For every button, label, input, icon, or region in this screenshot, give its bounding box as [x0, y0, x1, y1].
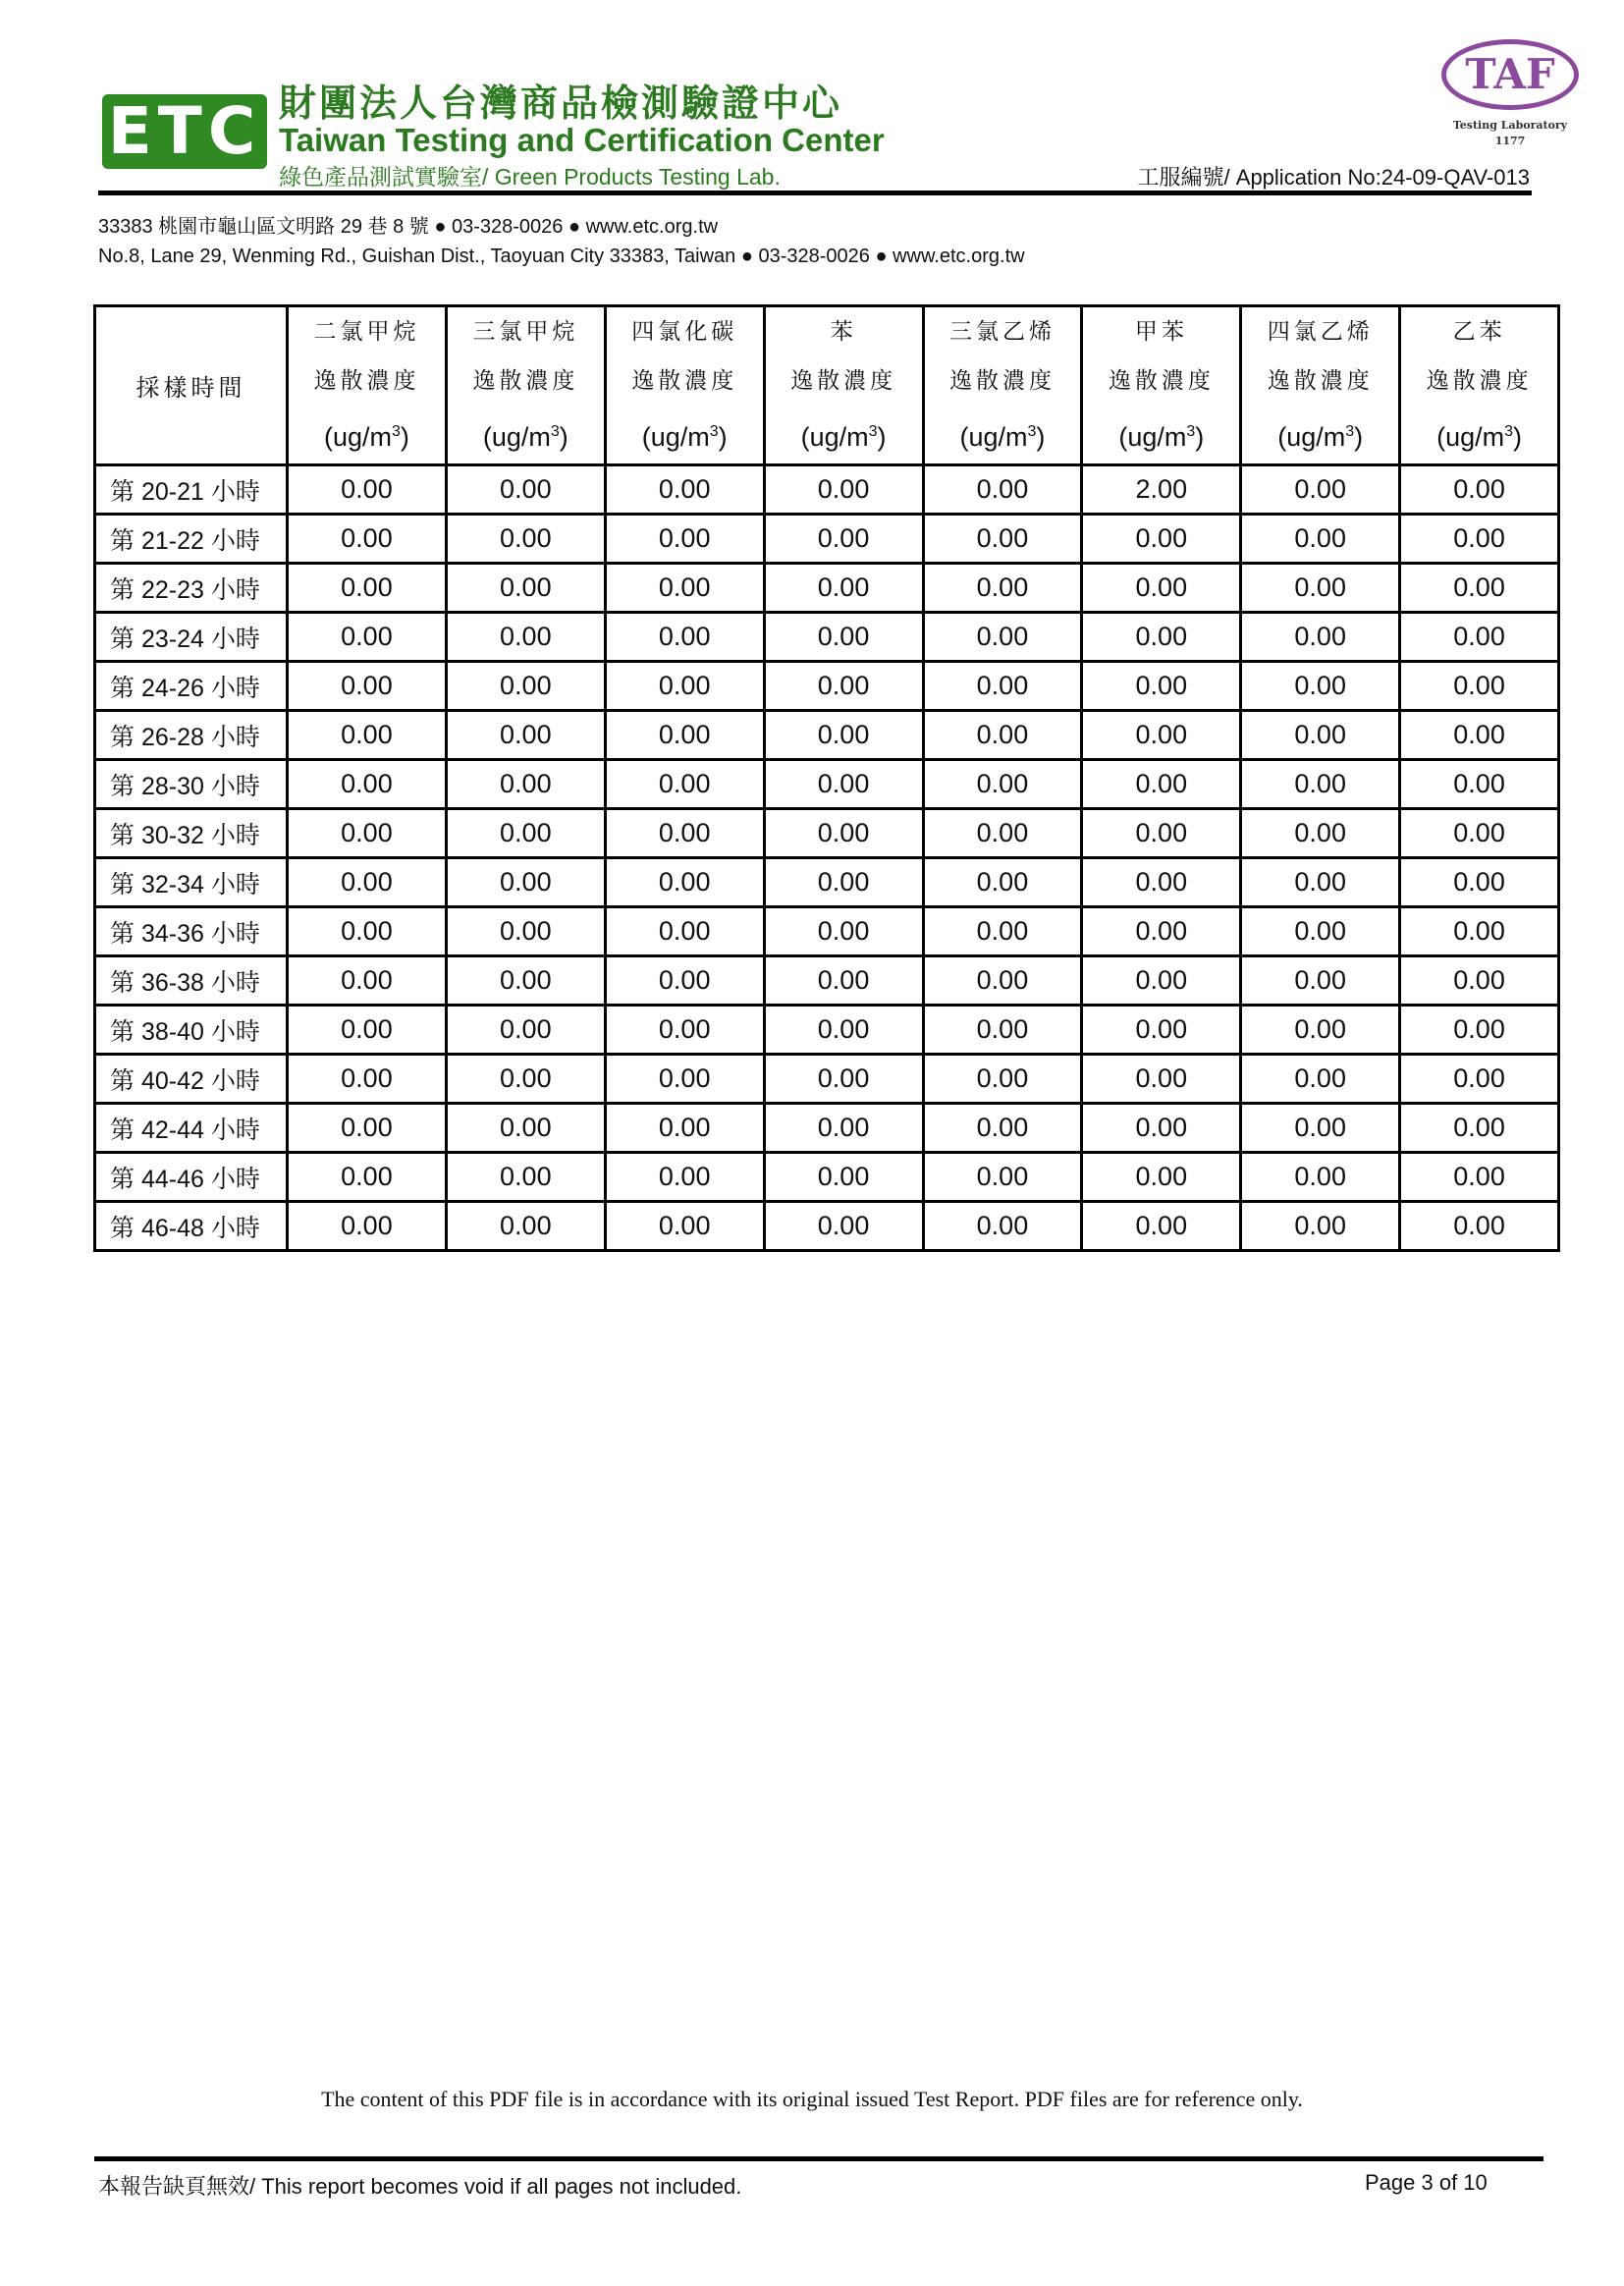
sampling-time-cell: 第 40-42 小時 [95, 1055, 288, 1104]
emission-concentration-label: 逸散濃度 [948, 368, 1056, 394]
concentration-cell: 0.00 [764, 956, 923, 1006]
concentration-cell: 0.00 [446, 907, 605, 956]
unit-superscript: 3 [868, 423, 878, 440]
sampling-time-cell: 第 26-28 小時 [95, 711, 288, 760]
header-column [605, 306, 764, 465]
concentration-cell: 0.00 [1082, 564, 1241, 613]
concentration-cell: 0.00 [1082, 907, 1241, 956]
table-row [95, 907, 1559, 956]
concentration-cell: 0.00 [288, 613, 447, 662]
unit-close: ) [877, 422, 887, 452]
concentration-cell: 0.00 [764, 1104, 923, 1153]
concentration-cell: 0.00 [764, 1153, 923, 1202]
concentration-cell: 0.00 [288, 1153, 447, 1202]
sampling-time-cell: 第 46-48 小時 [95, 1202, 288, 1251]
table-row [95, 711, 1559, 760]
concentration-cell: 0.00 [446, 760, 605, 809]
concentration-cell: 0.00 [764, 564, 923, 613]
concentration-cell: 0.00 [1241, 662, 1400, 711]
header-column [1241, 306, 1400, 465]
table-row [95, 1055, 1559, 1104]
concentration-cell: 0.00 [288, 858, 447, 907]
concentration-cell: 0.00 [605, 1153, 764, 1202]
concentration-cell: 0.00 [1400, 858, 1559, 907]
compound-name: 二氯甲烷 [313, 319, 420, 345]
concentration-cell: 0.00 [923, 956, 1082, 1006]
concentration-cell: 0.00 [764, 907, 923, 956]
concentration-cell: 0.00 [605, 564, 764, 613]
table-row [95, 809, 1559, 858]
concentration-cell: 0.00 [1241, 515, 1400, 564]
void-notice: 本報告缺頁無效/ This report becomes void if all pages not included. [98, 2174, 742, 2199]
concentration-cell: 0.00 [1082, 809, 1241, 858]
unit-base: (ug/m [1277, 422, 1346, 452]
unit-label [448, 406, 604, 463]
compound-name: 乙苯 [1452, 319, 1506, 345]
concentration-cell: 0.00 [288, 662, 447, 711]
concentration-cell: 0.00 [764, 465, 923, 515]
unit-label [607, 406, 763, 463]
concentration-cell: 0.00 [1241, 956, 1400, 1006]
concentration-cell: 0.00 [923, 613, 1082, 662]
compound-name: 三氯甲烷 [472, 319, 579, 345]
concentration-cell: 0.00 [446, 1104, 605, 1153]
sampling-time-cell: 第 21-22 小時 [95, 515, 288, 564]
compound-name: 三氯乙烯 [948, 319, 1056, 345]
unit-base: (ug/m [1436, 422, 1505, 452]
concentration-cell: 0.00 [446, 1202, 605, 1251]
concentration-cell: 0.00 [605, 711, 764, 760]
concentration-cell: 0.00 [288, 1104, 447, 1153]
table-row [95, 613, 1559, 662]
table-row [95, 760, 1559, 809]
concentration-cell: 0.00 [605, 858, 764, 907]
concentration-cell: 0.00 [923, 515, 1082, 564]
emission-concentration-label: 逸散濃度 [1108, 368, 1215, 394]
concentration-cell: 0.00 [605, 956, 764, 1006]
unit-close: ) [1036, 422, 1046, 452]
unit-base: (ug/m [482, 422, 551, 452]
table-row [95, 956, 1559, 1006]
concentration-cell: 0.00 [923, 858, 1082, 907]
concentration-cell: 0.00 [764, 613, 923, 662]
emission-results-table [93, 304, 1560, 1252]
table-row [95, 564, 1559, 613]
sampling-time-cell: 第 36-38 小時 [95, 956, 288, 1006]
concentration-cell: 0.00 [1400, 564, 1559, 613]
concentration-cell: 0.00 [1400, 613, 1559, 662]
concentration-cell: 0.00 [923, 465, 1082, 515]
unit-label [1083, 406, 1239, 463]
unit-superscript: 3 [392, 423, 401, 440]
table-row [95, 1104, 1559, 1153]
sampling-time-cell: 第 34-36 小時 [95, 907, 288, 956]
unit-close: ) [400, 422, 409, 452]
sampling-time-cell: 第 22-23 小時 [95, 564, 288, 613]
concentration-cell: 0.00 [446, 711, 605, 760]
concentration-cell: 0.00 [446, 465, 605, 515]
concentration-cell: 0.00 [288, 760, 447, 809]
concentration-cell: 0.00 [446, 515, 605, 564]
table-row [95, 1153, 1559, 1202]
sampling-time-cell: 第 23-24 小時 [95, 613, 288, 662]
concentration-cell: 0.00 [1400, 1055, 1559, 1104]
header-column [764, 306, 923, 465]
compound-name: 四氯化碳 [631, 319, 738, 345]
concentration-cell: 0.00 [923, 1055, 1082, 1104]
concentration-cell: 0.00 [1241, 1006, 1400, 1055]
concentration-cell: 0.00 [1082, 956, 1241, 1006]
concentration-cell: 0.00 [764, 1006, 923, 1055]
unit-superscript: 3 [550, 423, 560, 440]
concentration-cell: 0.00 [1241, 465, 1400, 515]
concentration-cell: 0.00 [605, 1055, 764, 1104]
unit-base: (ug/m [1118, 422, 1187, 452]
unit-close: ) [718, 422, 728, 452]
table-row [95, 662, 1559, 711]
emission-concentration-label: 逸散濃度 [1426, 368, 1533, 394]
concentration-cell: 0.00 [1241, 613, 1400, 662]
sampling-time-cell: 第 30-32 小時 [95, 809, 288, 858]
concentration-cell: 0.00 [1400, 1006, 1559, 1055]
concentration-cell: 0.00 [288, 907, 447, 956]
table-row [95, 858, 1559, 907]
concentration-cell: 0.00 [1241, 1202, 1400, 1251]
concentration-cell: 0.00 [288, 956, 447, 1006]
pdf-disclaimer: The content of this PDF file is in accordance with its original issued Test Report. PDF files are for reference only. [321, 2087, 1303, 2111]
concentration-cell: 0.00 [446, 1006, 605, 1055]
unit-superscript: 3 [1027, 423, 1037, 440]
concentration-cell: 0.00 [1082, 1202, 1241, 1251]
taf-logo: TAF [1441, 39, 1579, 110]
concentration-cell: 0.00 [764, 809, 923, 858]
unit-close: ) [1513, 422, 1523, 452]
concentration-cell: 0.00 [288, 515, 447, 564]
concentration-cell: 0.00 [605, 1006, 764, 1055]
concentration-cell: 0.00 [923, 1006, 1082, 1055]
unit-superscript: 3 [1186, 423, 1196, 440]
lab-name: 綠色產品測試實驗室/ Green Products Testing Lab. [279, 164, 781, 190]
taf-lab-number: 1177 [1494, 135, 1526, 147]
concentration-cell: 0.00 [1082, 760, 1241, 809]
concentration-cell: 0.00 [764, 711, 923, 760]
table-row [95, 515, 1559, 564]
concentration-cell: 0.00 [446, 662, 605, 711]
concentration-cell: 0.00 [1400, 515, 1559, 564]
table-row [95, 1006, 1559, 1055]
concentration-cell: 0.00 [288, 1006, 447, 1055]
concentration-cell: 0.00 [1082, 711, 1241, 760]
concentration-cell: 0.00 [1082, 613, 1241, 662]
concentration-cell: 0.00 [605, 662, 764, 711]
concentration-cell: 0.00 [1082, 1104, 1241, 1153]
concentration-cell: 0.00 [1082, 662, 1241, 711]
unit-superscript: 3 [709, 423, 719, 440]
emission-concentration-label: 逸散濃度 [790, 368, 897, 394]
unit-close: ) [1195, 422, 1205, 452]
concentration-cell: 0.00 [288, 564, 447, 613]
concentration-cell: 0.00 [1241, 1104, 1400, 1153]
unit-label [925, 406, 1081, 463]
concentration-cell: 0.00 [764, 515, 923, 564]
compound-name: 四氯乙烯 [1267, 319, 1374, 345]
concentration-cell: 0.00 [1241, 1153, 1400, 1202]
concentration-cell: 0.00 [923, 711, 1082, 760]
concentration-cell: 0.00 [605, 613, 764, 662]
table-row [95, 1202, 1559, 1251]
header-column [288, 306, 447, 465]
concentration-cell: 0.00 [446, 956, 605, 1006]
emission-concentration-label: 逸散濃度 [313, 368, 420, 394]
concentration-cell: 0.00 [446, 613, 605, 662]
sampling-time-cell: 第 44-46 小時 [95, 1153, 288, 1202]
header-divider [98, 190, 1532, 195]
concentration-cell: 0.00 [288, 1055, 447, 1104]
concentration-cell: 0.00 [764, 662, 923, 711]
unit-superscript: 3 [1345, 423, 1355, 440]
concentration-cell: 0.00 [1082, 1055, 1241, 1104]
sampling-time-cell: 第 32-34 小時 [95, 858, 288, 907]
sampling-time-cell: 第 42-44 小時 [95, 1104, 288, 1153]
concentration-cell: 0.00 [1082, 515, 1241, 564]
org-name-english: Taiwan Testing and Certification Center [279, 122, 885, 158]
concentration-cell: 0.00 [288, 809, 447, 858]
concentration-cell: 0.00 [446, 858, 605, 907]
unit-superscript: 3 [1504, 423, 1514, 440]
concentration-cell: 2.00 [1082, 465, 1241, 515]
application-number: 工服編號/ Application No:24-09-QAV-013 [1137, 165, 1530, 190]
concentration-cell: 0.00 [923, 809, 1082, 858]
concentration-cell: 0.00 [923, 760, 1082, 809]
concentration-cell: 0.00 [1241, 907, 1400, 956]
sampling-time-cell: 第 20-21 小時 [95, 465, 288, 515]
concentration-cell: 0.00 [1241, 1055, 1400, 1104]
concentration-cell: 0.00 [764, 760, 923, 809]
concentration-cell: 0.00 [605, 1202, 764, 1251]
unit-base: (ug/m [323, 422, 392, 452]
sampling-time-cell: 第 24-26 小時 [95, 662, 288, 711]
concentration-cell: 0.00 [1241, 564, 1400, 613]
header-column [446, 306, 605, 465]
concentration-cell: 0.00 [923, 1153, 1082, 1202]
concentration-cell: 0.00 [605, 1104, 764, 1153]
concentration-cell: 0.00 [605, 465, 764, 515]
compound-name: 苯 [830, 319, 857, 345]
unit-label [1242, 406, 1398, 463]
emission-concentration-label: 逸散濃度 [631, 368, 738, 394]
unit-close: ) [559, 422, 568, 452]
header-column [1082, 306, 1241, 465]
footer-divider [94, 2156, 1543, 2161]
org-name-chinese: 財團法人台灣商品檢測驗證中心 [279, 81, 843, 125]
unit-label [289, 406, 445, 463]
concentration-cell: 0.00 [1400, 1104, 1559, 1153]
concentration-cell: 0.00 [288, 1202, 447, 1251]
page-number: Page 3 of 10 [1365, 2170, 1488, 2195]
header-column [1400, 306, 1559, 465]
concentration-cell: 0.00 [1400, 809, 1559, 858]
sampling-time-cell: 第 28-30 小時 [95, 760, 288, 809]
concentration-cell: 0.00 [446, 1055, 605, 1104]
table-row [95, 465, 1559, 515]
concentration-cell: 0.00 [605, 515, 764, 564]
taf-accreditation [1424, 118, 1597, 149]
concentration-cell: 0.00 [1400, 760, 1559, 809]
concentration-cell: 0.00 [764, 1202, 923, 1251]
emission-concentration-label: 逸散濃度 [472, 368, 579, 394]
header-sampling-time [95, 306, 288, 465]
sampling-time-cell: 第 38-40 小時 [95, 1006, 288, 1055]
concentration-cell: 0.00 [923, 907, 1082, 956]
concentration-cell: 0.00 [1400, 907, 1559, 956]
concentration-cell: 0.00 [1241, 809, 1400, 858]
concentration-cell: 0.00 [1400, 1153, 1559, 1202]
unit-base: (ug/m [800, 422, 869, 452]
concentration-cell: 0.00 [923, 1104, 1082, 1153]
concentration-cell: 0.00 [288, 711, 447, 760]
concentration-cell: 0.00 [1400, 465, 1559, 515]
taf-sub-label: Testing Laboratory [1452, 119, 1568, 132]
etc-logo: ETC [102, 94, 267, 169]
concentration-cell: 0.00 [1400, 711, 1559, 760]
header-column [923, 306, 1082, 465]
concentration-cell: 0.00 [1241, 760, 1400, 809]
table-header-row [95, 306, 1559, 465]
concentration-cell: 0.00 [1082, 858, 1241, 907]
concentration-cell: 0.00 [1082, 1006, 1241, 1055]
emission-concentration-label: 逸散濃度 [1267, 368, 1374, 394]
concentration-cell: 0.00 [1400, 662, 1559, 711]
unit-label [766, 406, 922, 463]
address-english: No.8, Lane 29, Wenming Rd., Guishan Dist., Taoyuan City 33383, Taiwan ● 03-328-0026 ● www.etc.org.tw [98, 245, 1025, 267]
unit-base: (ug/m [959, 422, 1028, 452]
unit-close: ) [1354, 422, 1364, 452]
address-chinese: 33383 桃園市龜山區文明路 29 巷 8 號 ● 03-328-0026 ● www.etc.org.tw [98, 216, 719, 238]
concentration-cell: 0.00 [764, 1055, 923, 1104]
concentration-cell: 0.00 [605, 907, 764, 956]
concentration-cell: 0.00 [1082, 1153, 1241, 1202]
concentration-cell: 0.00 [923, 564, 1082, 613]
concentration-cell: 0.00 [1241, 858, 1400, 907]
concentration-cell: 0.00 [446, 809, 605, 858]
compound-name: 甲苯 [1134, 319, 1188, 345]
unit-base: (ug/m [641, 422, 710, 452]
concentration-cell: 0.00 [923, 1202, 1082, 1251]
concentration-cell: 0.00 [605, 809, 764, 858]
concentration-cell: 0.00 [446, 1153, 605, 1202]
concentration-cell: 0.00 [446, 564, 605, 613]
concentration-cell: 0.00 [605, 760, 764, 809]
concentration-cell: 0.00 [1241, 711, 1400, 760]
concentration-cell: 0.00 [923, 662, 1082, 711]
concentration-cell: 0.00 [764, 858, 923, 907]
concentration-cell: 0.00 [1400, 956, 1559, 1006]
concentration-cell: 0.00 [288, 465, 447, 515]
unit-label [1401, 406, 1557, 463]
concentration-cell: 0.00 [1400, 1202, 1559, 1251]
header-sampling-time-label: 採樣時間 [135, 374, 246, 402]
